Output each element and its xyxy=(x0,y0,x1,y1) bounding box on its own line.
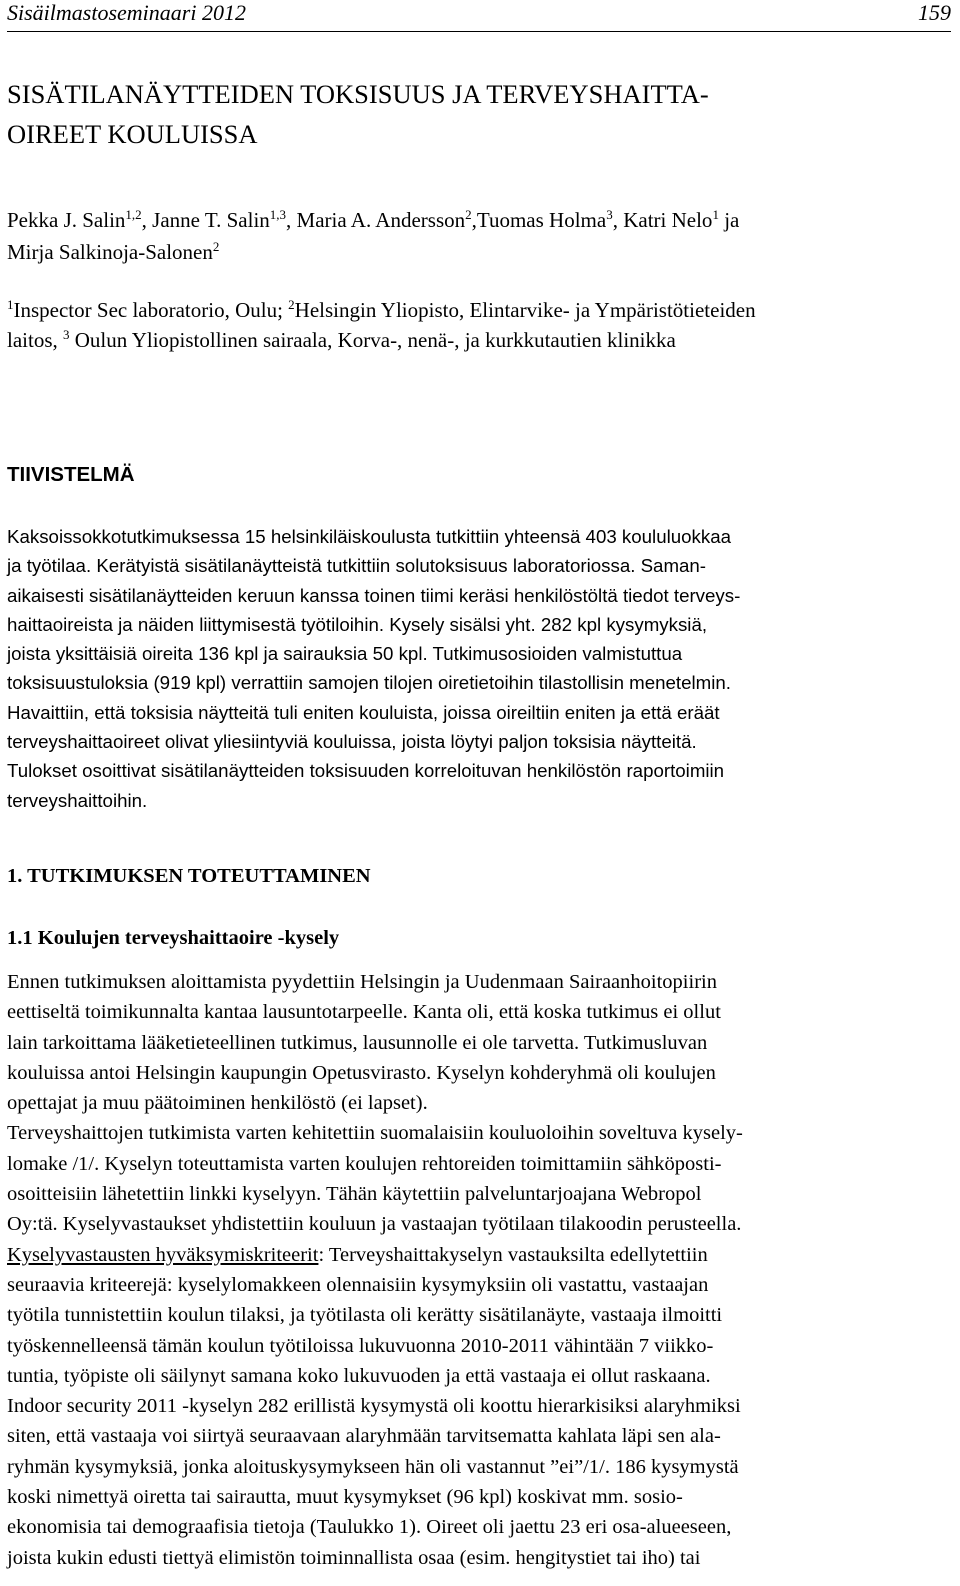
running-header xyxy=(7,0,951,30)
subsection-heading: 1.1 Koulujen terveyshaittaoire -kysely xyxy=(7,927,340,949)
abstract-paragraph xyxy=(7,522,951,815)
abstract-line: haittaoireista ja näiden liittymisestä työtiloihin. Kysely sisälsi yht. 282 kpl kysymyksiä, xyxy=(7,613,708,635)
header-page-number: 159 xyxy=(918,0,951,25)
body-line: kouluissa antoi Helsingin kaupungin Opetusvirasto. Kyselyn kohderyhmä oli koulujen xyxy=(7,1061,716,1084)
body-line: osoitteisiin lähetettiin linkki kyselyyn. Tähän käytettiin palveluntarjoajana Webropol xyxy=(7,1183,702,1206)
body-line: siten, että vastaaja voi siirtyä seuraavaan alaryhmään tarvitsematta kahlata läpi sen ala- xyxy=(7,1425,721,1448)
paper-title-line: SISÄTILANÄYTTEIDEN TOKSISUUS JA TERVEYSHAITTA- xyxy=(7,79,709,109)
abstract-line: aikaisesti sisätilanäytteiden keruun kanssa toinen tiimi keräsi henkilöstöltä tiedot terveys- xyxy=(7,584,741,606)
abstract-line: ja työtilaa. Kerätyistä sisätilanäytteistä tutkittiin solutoksisuus laboratoriossa. Saman- xyxy=(7,555,707,577)
author-affiliation-mark: 2 xyxy=(212,239,220,254)
affiliation-text: Oulun Yliopistollinen sairaala, Korva-, nenä-, ja kurkkutautien klinikka xyxy=(69,328,676,352)
abstract-line: Kaksoissokkotutkimuksessa 15 helsinkiläiskoulusta tutkittiin yhteensä 403 koululuokkaa xyxy=(7,526,732,547)
body-line: Ennen tutkimuksen aloittamista pyydettiin Helsingin ja Uudenmaan Sairaanhoitopiirin xyxy=(7,971,717,993)
body-line: työskennelleensä tämän koulun työtiloissa lukuvuonna 2010-2011 vähintään 7 viikko- xyxy=(7,1334,714,1357)
author-affiliation-mark: 1 xyxy=(712,207,719,222)
body-line: Indoor security 2011 -kyselyn 282 erillistä kysymystä oli koottu hierarkisiksi alaryhmiksi xyxy=(7,1395,741,1418)
body-line: lomake /1/. Kyselyn toteuttamista varten koulujen rehtoreiden toimittamiin sähköposti- xyxy=(7,1152,722,1175)
affiliation-mark: 3 xyxy=(63,327,70,342)
paper-title-line: OIREET KOULUISSA xyxy=(7,119,258,149)
abstract-line: joista yksittäisiä oireita 136 kpl ja sairauksia 50 kpl. Tutkimusosioiden valmistuttua xyxy=(7,643,683,665)
body-line: eettiseltä toimikunnalta kantaa lausuntotarpeelle. Kanta oli, että koska tutkimus ei ollut xyxy=(7,1001,721,1024)
paper-title xyxy=(7,74,951,154)
author-name: , Katri Nelo xyxy=(612,208,713,232)
author-line xyxy=(7,236,951,268)
author-name: Pekka J. Salin xyxy=(7,208,126,232)
affiliation-text: Helsingin Yliopisto, Elintarvike- ja Ympäristötieteiden xyxy=(294,298,756,322)
abstract-line: terveyshaittoihin. xyxy=(7,789,148,811)
body-line: ekonomisia tai demograafisia tietoja (Taulukko 1). Oireet oli jaettu 23 eri osa-alueeseen, xyxy=(7,1516,732,1539)
section-heading: 1. TUTKIMUKSEN TOTEUTTAMINEN xyxy=(7,865,371,887)
body-line: lain tarkoittama lääketieteellinen tutkimus, lausunnolle ei ole tarvetta. Tutkimusluvan xyxy=(7,1031,708,1054)
header-seminar-title: Sisäilmastoseminaari 2012 xyxy=(7,0,246,25)
author-affiliation-mark: 3 xyxy=(606,207,613,222)
author-affiliation-mark: 1,2 xyxy=(125,207,142,222)
affiliation-line xyxy=(7,295,951,325)
body-line xyxy=(7,1240,951,1270)
affiliation-mark: 2 xyxy=(288,297,295,312)
body-line: tuntia, työpiste oli säilynyt samana koko lukuvuoden ja että vastaaja ei ollut raskaana. xyxy=(7,1364,711,1387)
affiliation-mark: 1 xyxy=(7,297,14,312)
body-line: opettajat ja muu päätoiminen henkilöstö (ei lapset). xyxy=(7,1092,428,1115)
author-name: ,Tuomas Holma xyxy=(471,208,607,232)
abstract-line: terveyshaittaoireet olivat yliesiintyviä kouluissa, joista löytyi paljon toksisia näytteitä. xyxy=(7,731,697,753)
body-line: työtila tunnistettiin koulun tilaksi, ja työtilasta oli kerätty sisätilanäyte, vastaaja ilmoitti xyxy=(7,1304,723,1327)
author-name: , Maria A. Andersson xyxy=(286,208,466,232)
affiliation-text: Inspector Sec laboratorio, Oulu; xyxy=(13,298,289,322)
abstract-line: Tulokset osoittivat sisätilanäytteiden toksisuuden korreloituvan henkilöstön raportoimiin xyxy=(7,760,725,782)
author-affiliation-mark: 2 xyxy=(465,207,472,222)
affiliation-text: laitos, xyxy=(7,328,63,352)
body-line: Terveyshaittojen tutkimista varten kehitettiin suomalaisiin kouluoloihin soveltuva kysely- xyxy=(7,1122,743,1145)
body-line: seuraavia kriteerejä: kyselylomakkeen olennaisiin kysymyksiin oli vastattu, vastaajan xyxy=(7,1273,709,1296)
affiliation-line xyxy=(7,325,951,355)
author-name: , Janne T. Salin xyxy=(141,208,270,232)
body-text xyxy=(7,967,951,1573)
body-line: koski nimettyä oiretta tai sairautta, muut kysymykset (96 kpl) koskivat mm. sosio- xyxy=(7,1486,683,1509)
abstract-line: Havaittiin, että toksisia näytteitä tuli eniten kouluista, joissa oireiltiin eniten ja että eräät xyxy=(7,701,720,723)
criteria-text: : Terveyshaittakyselyn vastauksilta edellytettiin xyxy=(318,1243,708,1266)
body-line: joista kukin edusti tiettyä elimistön toiminnallista osaa (esim. hengitystiet tai iho) tai xyxy=(7,1546,701,1569)
author-list xyxy=(7,204,951,268)
body-line: ryhmän kysymyksiä, jonka aloituskysymykseen hän oli vastannut ”ei”/1/. 186 kysymystä xyxy=(7,1455,739,1478)
author-name: Mirja Salkinoja-Salonen xyxy=(7,240,213,264)
header-rule xyxy=(7,31,951,32)
abstract-line: toksisuustuloksia (919 kpl) verrattiin samojen tilojen oiretietoihin tilastollisin menetelmin. xyxy=(7,672,731,694)
affiliations xyxy=(7,295,951,355)
body-line: Oy:tä. Kyselyvastaukset yhdistettiin kouluun ja vastaajan työtilaan tilakoodin perusteella. xyxy=(7,1213,742,1236)
abstract-heading: TIIVISTELMÄ xyxy=(7,463,135,486)
criteria-label: Kyselyvastausten hyväksymiskriteerit xyxy=(7,1243,319,1266)
author-affiliation-mark: 1,3 xyxy=(269,207,287,222)
author-line xyxy=(7,204,951,236)
author-conjunction: ja xyxy=(718,208,740,232)
